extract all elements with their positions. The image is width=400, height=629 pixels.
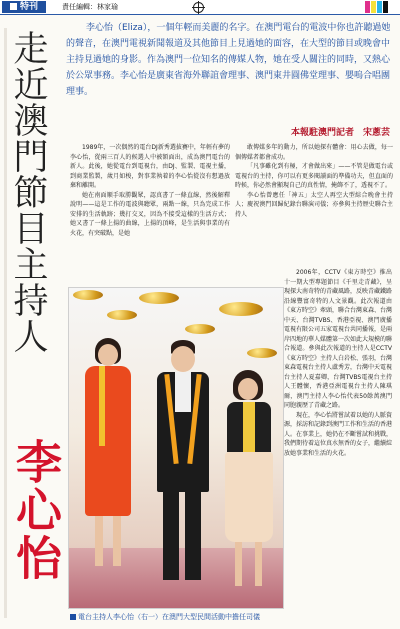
- body-column-c: [284, 268, 392, 458]
- headline-name: 李心怡: [9, 438, 63, 582]
- paragraph: 1989年，一次偶然的電台DJ新秀選拔賽中，年輕有夢的李心怡，從兩三百人的候選人中被額面出，成為澳門電台的新人。此後，她從電台到電視台，由DJ、監製、電視主播，到商業監製，歲月如梭，對事業執着的李心怡從沒有想過放棄和離開。: [70, 144, 230, 189]
- caption-marker-icon: [70, 614, 76, 620]
- presenter-center: [151, 340, 215, 590]
- presenter-left: [77, 338, 139, 588]
- gold-coin-decoration: [139, 292, 179, 304]
- paragraph: 「凡事雖化到有極，才會做出來」——不管是做電台或電視台的主持，你可以有更多閱讀面的準備功夫，但直面的時候，你必然會顯現自己的真性情，掩飾不了，透視不了。: [235, 163, 393, 189]
- photo-caption: [70, 612, 260, 622]
- headline-title: 走近澳門節目主持人: [8, 30, 48, 354]
- paragraph: 2006年，CCTV《東方時空》推出十一期大型專題節目《千里走青藏》，呈現探大南奇特的青藏風路，反映青藏鐵路沿線豐富奇特的人文景觀。此次報道由《東方時空》牽頭，聯合台灣東森、台灣中天、台灣TVBS、香港亞視、澳門廣播電視有限公司五家電視台共同播報，是兩岸四地的華人媒體第一次如此大規模的聯合報道。參與此次報道的主持人是CCTV《東方時空》主持人白岩松、張羽，台灣東森電視台主持人盧秀芳，台灣中天電視台主持人夏嘉卿，台灣TVBS電視台主持人王體懷，香港亞洲電視台主持人陳琪爾，澳門主持人李心怡代表50餘萬澳門同胞親歷了青藏之路。: [284, 269, 393, 409]
- registration-mark-icon: [193, 2, 204, 13]
- header-strip: [0, 0, 400, 15]
- square-icon: [10, 3, 17, 10]
- gold-coin-decoration: [219, 302, 263, 316]
- body-column-a: [70, 143, 230, 238]
- photo-caption-text: 電台主持人李心怡（右一）在澳門大型民間活動中擔任司儀: [78, 613, 260, 621]
- body-column-b: [235, 143, 393, 219]
- lead-paragraph: 李心怡（Eliza），一個年輕而美麗的名字。在澳門電台的電波中你也許聽過她的聲音，在澳門電視新聞報道及其他節目上見過她的面容，在大型的節目或晚會中主持見過她的身影。作為澳門一位知名的傳媒人物，她在受人關注的同時，又熱心於公眾事務。李心怡是廣東省海外聯誼會理事、澳門東井圓佛堂理事、嬰嗚合唱團理事。: [66, 23, 391, 97]
- paragraph: 敢傳媒多年的動力，所以她探有體會：用心去做，每一個傳媒者都會成功。: [235, 144, 393, 161]
- byline: 本報駐澳門記者 宋蔥芸: [290, 128, 390, 138]
- color-swatch: [371, 1, 376, 13]
- paragraph: 現在，李心怡將嘗試着以她的人脈資源，採訪和記錄到澳門工作和生活的香港人。在事業上，她仍在不斷嘗試和挑戰，我們期待着這位真水無香的女子，繼續綻放她事業和生活的火花。: [284, 411, 393, 457]
- section-tag-label: 特刊: [20, 2, 39, 12]
- gold-coin-decoration: [73, 290, 103, 300]
- section-tag: [2, 1, 46, 13]
- paragraph: 李心怡曾應任「神五」太空人再空大型綜合晚會主持人；慶祝澳門回歸紀錄台聯演司儀；亦參與主持歷史聯合主持人: [235, 191, 393, 218]
- gold-coin-decoration: [107, 310, 137, 320]
- editor-credit: 責任編輯：林家瑜: [62, 3, 118, 11]
- color-swatch: [383, 1, 388, 13]
- event-photo: [68, 287, 284, 609]
- color-swatch: [365, 1, 370, 13]
- color-swatch: [377, 1, 382, 13]
- paragraph: 她在南面顺手取勝觀眾，認真書了一條直線，然後解釋說明——這是工作的電波與聽眾，兩點一線，只為完成工作安排的生活軌跡；幾打交叉，因為不接受這樣的生活方式；她又書了一條上揚的曲線，上揚的頂峰，是生活與事業的有火花，有突破點，是她: [70, 191, 230, 237]
- presenter-right: [219, 370, 279, 600]
- gold-coin-decoration: [185, 324, 215, 334]
- gold-coin-decoration: [247, 348, 277, 358]
